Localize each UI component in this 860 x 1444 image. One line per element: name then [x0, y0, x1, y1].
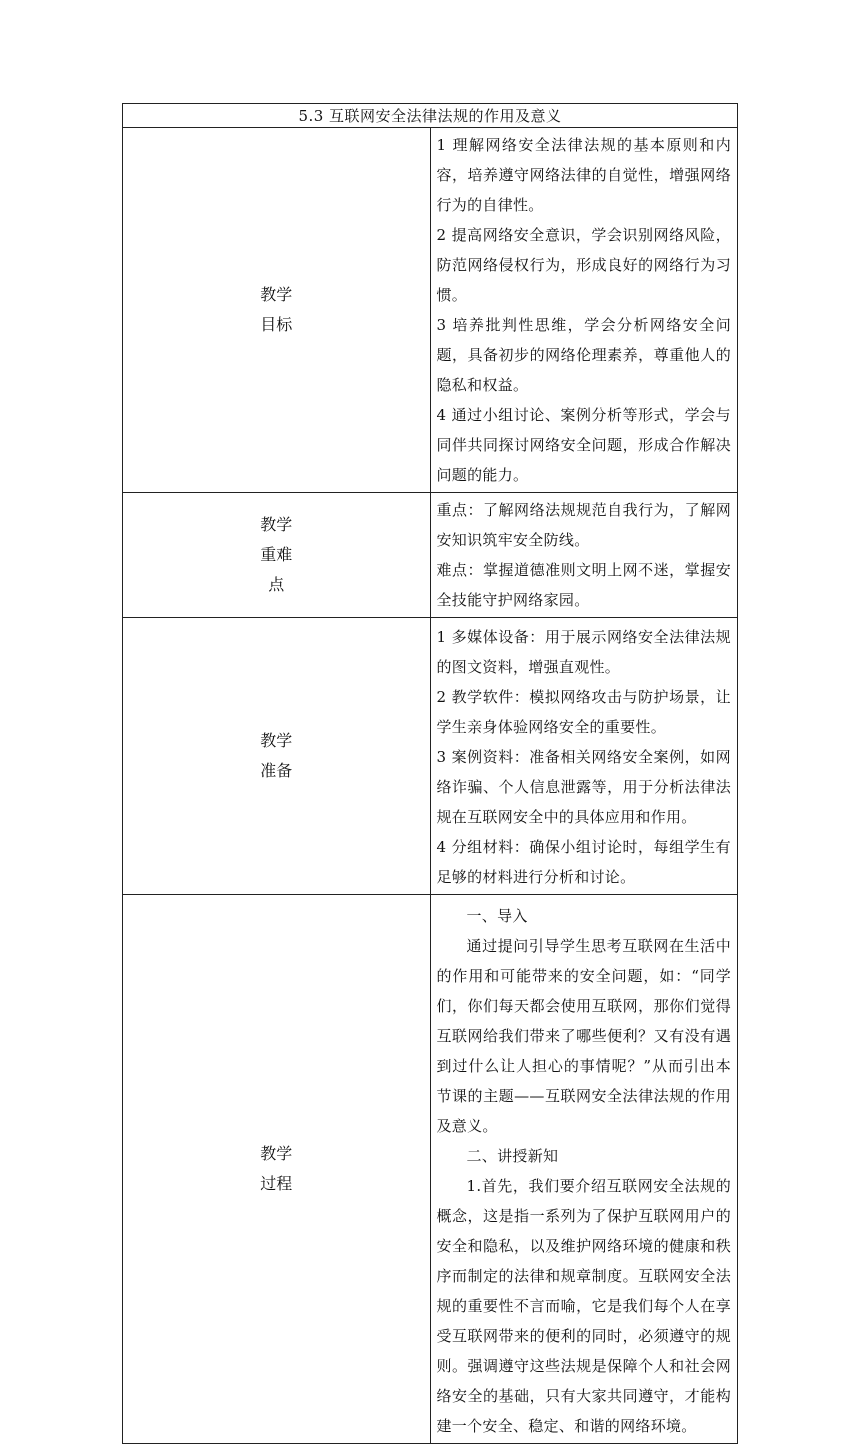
key-points-row [123, 493, 738, 618]
goal-item: 4 通过小组讨论、案例分析等形式，学会与同伴共同探讨网络安全问题，形成合作解决问题的能力。 [436, 406, 731, 484]
preparation-item: 4 分组材料：确保小组讨论时，每组学生有足够的材料进行分析和讨论。 [436, 838, 731, 886]
process-label: 教学 过程 [123, 895, 431, 1444]
preparation-item: 2 教学软件：模拟网络攻击与防护场景，让学生亲身体验网络安全的重要性。 [436, 688, 731, 736]
key-point-item: 重点：了解网络法规规范自我行为，了解网安知识筑牢安全防线。 [436, 501, 731, 549]
section-heading-intro: 一、导入 [466, 907, 528, 925]
preparation-label: 教学 准备 [123, 618, 431, 895]
process-row [123, 895, 738, 1444]
lesson-plan-table [122, 103, 738, 1444]
process-paragraph: 通过提问引导学生思考互联网在生活中的作用和可能带来的安全问题，如：“同学们，你们每天都会使用互联网，那你们觉得互联网给我们带来了哪些便利？又有没有遇到过什么让人担心的事情呢？”从而引出本节课的主题——互联网安全法律法规的作用及意义。 [436, 937, 731, 1135]
lesson-title: 5.3 互联网安全法律法规的作用及意义 [123, 104, 738, 128]
preparation-row [123, 618, 738, 895]
preparation-item: 3 案例资料：准备相关网络安全案例，如网络诈骗、个人信息泄露等，用于分析法律法规在互联网安全中的具体应用和作用。 [436, 748, 731, 826]
goal-item: 1 理解网络安全法律法规的基本原则和内容，培养遵守网络法律的自觉性，增强网络行为的自律性。 [436, 136, 731, 214]
section-heading-new-knowledge: 二、讲授新知 [466, 1147, 559, 1165]
key-point-item: 难点：掌握道德准则文明上网不迷，掌握安全技能守护网络家园。 [436, 561, 731, 609]
goals-label: 教学 目标 [123, 128, 431, 493]
title-row [123, 104, 738, 128]
goals-content [430, 128, 738, 493]
preparation-item: 1 多媒体设备：用于展示网络安全法律法规的图文资料，增强直观性。 [436, 628, 731, 676]
goals-row [123, 128, 738, 493]
process-paragraph: 1.首先，我们要介绍互联网安全法规的概念，这是指一系列为了保护互联网用户的安全和隐私，以及维护网络环境的健康和秩序而制定的法律和规章制度。互联网安全法规的重要性不言而喻，它是我们每个人在享受互联网带来的便利的同时，必须遵守的规则。强调遵守这些法规是保障个人和社会网络安全的基础，只有大家共同遵守，才能构建一个安全、稳定、和谐的网络环境。 [436, 1177, 731, 1435]
preparation-content [430, 618, 738, 895]
process-content [430, 895, 738, 1444]
key-points-label: 教学 重难 点 [123, 493, 431, 618]
goal-item: 2 提高网络安全意识，学会识别网络风险，防范网络侵权行为，形成良好的网络行为习惯。 [436, 226, 731, 304]
key-points-content [430, 493, 738, 618]
goal-item: 3 培养批判性思维，学会分析网络安全问题，具备初步的网络伦理素养，尊重他人的隐私和权益。 [436, 316, 731, 394]
